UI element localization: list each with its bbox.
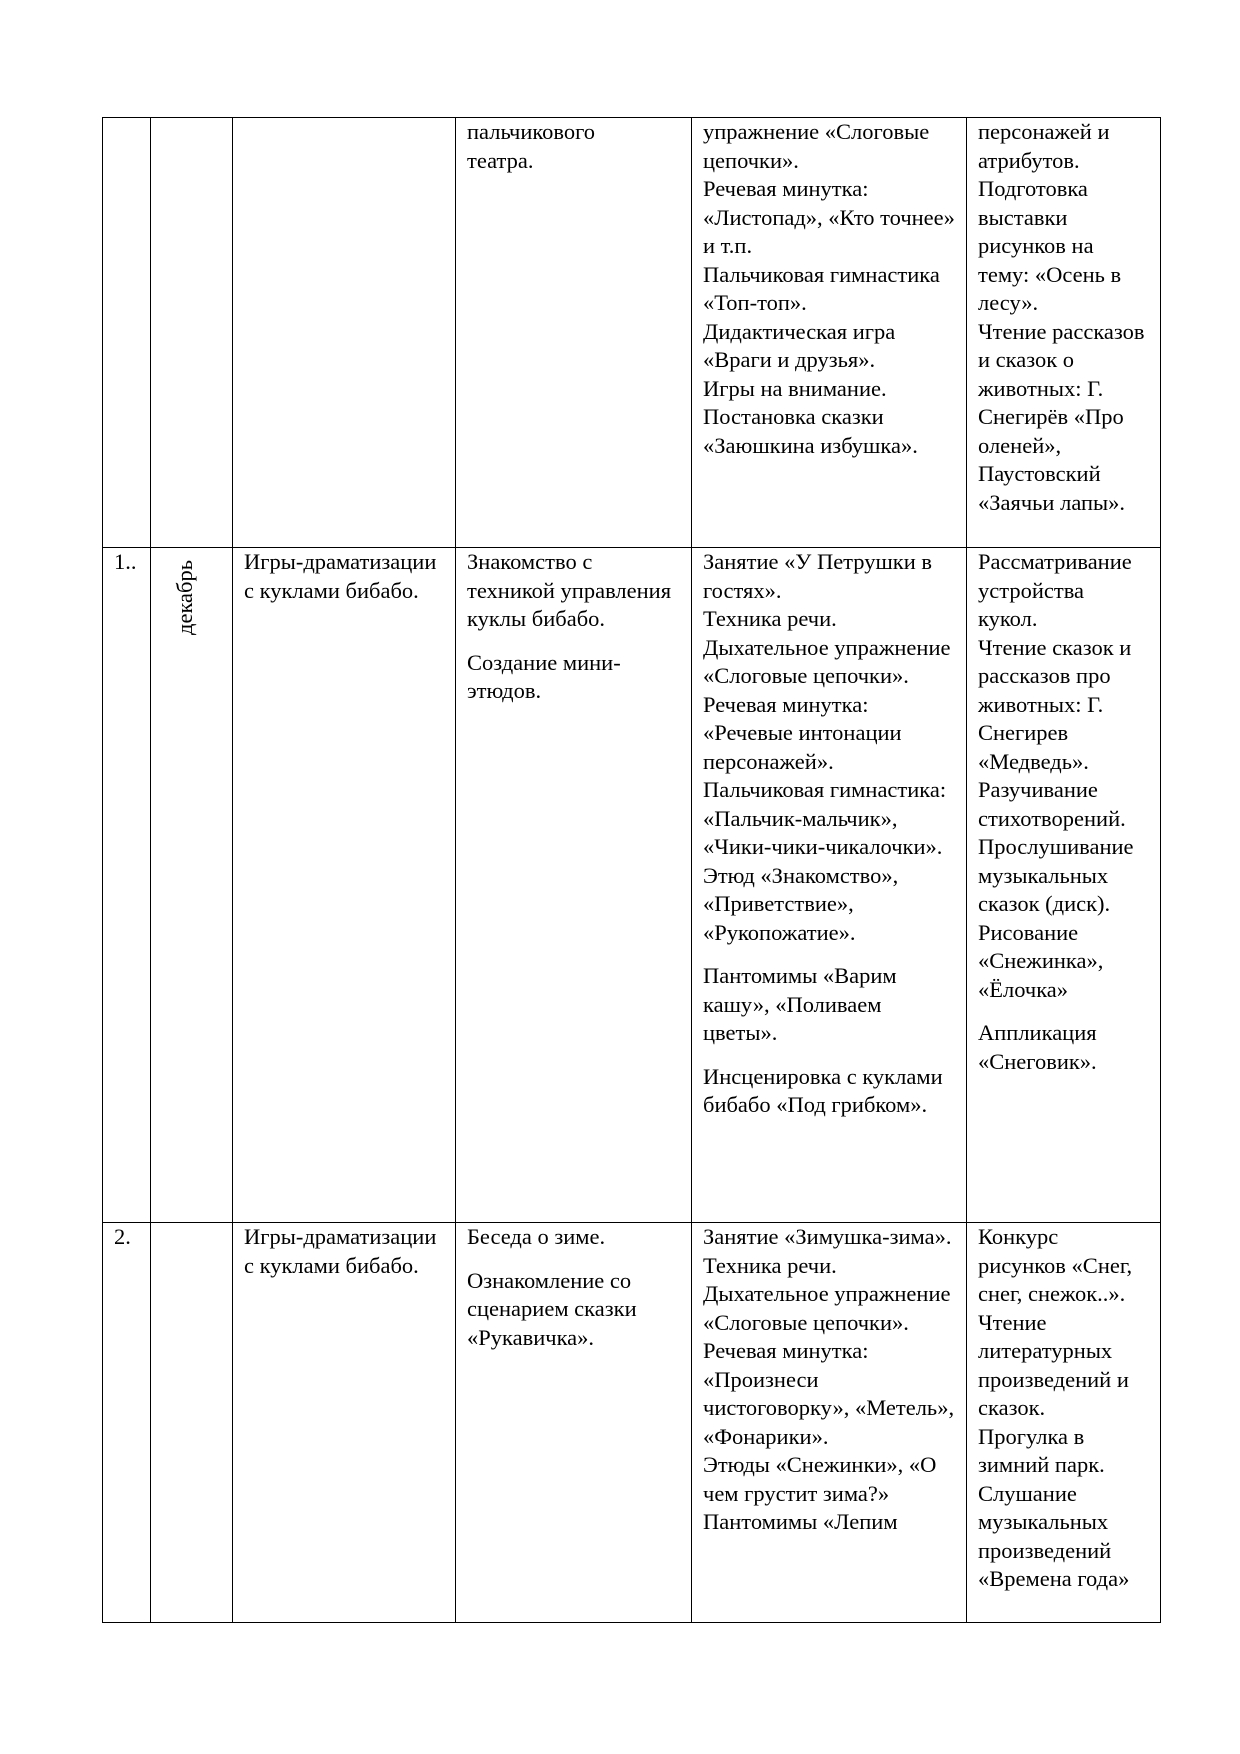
- work-cell: [456, 548, 692, 1223]
- joint-item: Прослушивание музыкальных сказок (диск).: [978, 834, 1134, 916]
- activity-item: Игры на внимание.: [703, 375, 887, 401]
- activity-item: Пантомимы «Лепим: [703, 1509, 898, 1534]
- joint-cell: [967, 548, 1161, 1223]
- work-cell: [456, 118, 692, 548]
- activity-item: Речевая минутка: «Речевые интонации персонажей».: [703, 691, 902, 774]
- joint-item: Чтение рассказов и сказок о животных: Г. Снегирёв «Про оленей», Паустовский «Заячьи лапы».: [978, 318, 1145, 515]
- joint-item: Прогулка в зимний парк.: [978, 1423, 1105, 1477]
- row-number-cell: 2.: [103, 1223, 151, 1623]
- joint-item: Разучивание стихотворений.: [978, 777, 1126, 831]
- row-number-cell: 1..: [103, 548, 151, 1223]
- month-cell: [151, 1223, 233, 1623]
- activity-item: Инсценировка с куклами бибабо «Под грибком».: [703, 1063, 943, 1117]
- row-number-cell: [103, 118, 151, 548]
- activity-item: Занятие «Зимушка-зима».: [703, 1224, 952, 1249]
- activity-item: Дыхательное упражнение «Слоговые цепочки».: [703, 1281, 951, 1335]
- joint-item: Чтение литературных произведений и сказок.: [978, 1309, 1129, 1420]
- table-row: [103, 548, 1161, 1223]
- table-row: [103, 1223, 1161, 1623]
- game-cell: Игры-драматизации с куклами бибабо.: [233, 548, 456, 1223]
- game-cell: Игры-драматизации с куклами бибабо.: [233, 1223, 456, 1623]
- joint-item: Рассматривание устройства кукол.: [978, 549, 1132, 631]
- activity-item: упражнение «Слоговые цепочки».: [703, 119, 930, 173]
- activity-item: Постановка сказки «Заюшкина избушка».: [703, 404, 918, 458]
- activity-item: Этюды «Снежинки», «О чем грустит зима?»: [703, 1452, 937, 1506]
- joint-item: Подготовка выставки рисунков на тему: «Осень в лесу».: [978, 176, 1122, 315]
- joint-item: Слушание музыкальных произведений «Времена года»: [978, 1480, 1130, 1591]
- joint-cell: [967, 1223, 1161, 1623]
- table-row: [103, 118, 1161, 548]
- plan-table: [102, 117, 1161, 1623]
- month-cell: [151, 548, 233, 1223]
- activity-item: Речевая минутка: «Листопад», «Кто точнее» и т.п.: [703, 176, 955, 258]
- joint-item: персонажей и атрибутов.: [978, 119, 1110, 173]
- work-item: Знакомство с техникой управления куклы бибабо.: [467, 549, 672, 631]
- work-line: пальчикового: [467, 119, 596, 144]
- activities-cell: [692, 548, 967, 1223]
- activities-cell: [692, 1223, 967, 1623]
- month-label: декабрь: [172, 560, 197, 635]
- activity-item: Техника речи.: [703, 606, 837, 631]
- activity-item: Пальчиковая гимнастика: «Пальчик-мальчик», «Чики-чики-чикалочки».: [703, 777, 947, 859]
- work-line: театра.: [467, 147, 534, 173]
- activity-item: Пальчиковая гимнастика «Топ-топ».: [703, 261, 940, 315]
- work-item: Беседа о зиме.: [467, 1224, 606, 1249]
- activity-item: Занятие «У Петрушки в гостях».: [703, 549, 933, 603]
- work-cell: [456, 1223, 692, 1623]
- activity-item: Дыхательное упражнение «Слоговые цепочки».: [703, 634, 951, 688]
- work-item: Создание мини-этюдов.: [467, 649, 621, 703]
- activity-item: Этюд «Знакомство», «Приветствие», «Рукопожатие».: [703, 862, 899, 945]
- joint-item: Конкурс рисунков «Снег, снег, снежок..».: [978, 1224, 1133, 1306]
- activity-item: Речевая минутка: «Произнеси чистоговорку», «Метель», «Фонарики».: [703, 1338, 955, 1449]
- activities-cell: [692, 118, 967, 548]
- month-cell: [151, 118, 233, 548]
- activity-item: Техника речи.: [703, 1252, 837, 1278]
- joint-item: Чтение сказок и рассказов про животных: Г. Снегирев «Медведь».: [978, 634, 1132, 774]
- joint-item: Рисование «Снежинка», «Ёлочка»: [978, 919, 1104, 1002]
- game-cell: [233, 118, 456, 548]
- work-item: Ознакомление со сценарием сказки «Рукавичка».: [467, 1267, 637, 1350]
- activity-item: Дидактическая игра «Враги и друзья».: [703, 318, 896, 372]
- activity-item: Пантомимы «Варим кашу», «Поливаем цветы».: [703, 963, 897, 1045]
- joint-cell: [967, 118, 1161, 548]
- joint-item: Аппликация «Снеговик».: [978, 1020, 1097, 1074]
